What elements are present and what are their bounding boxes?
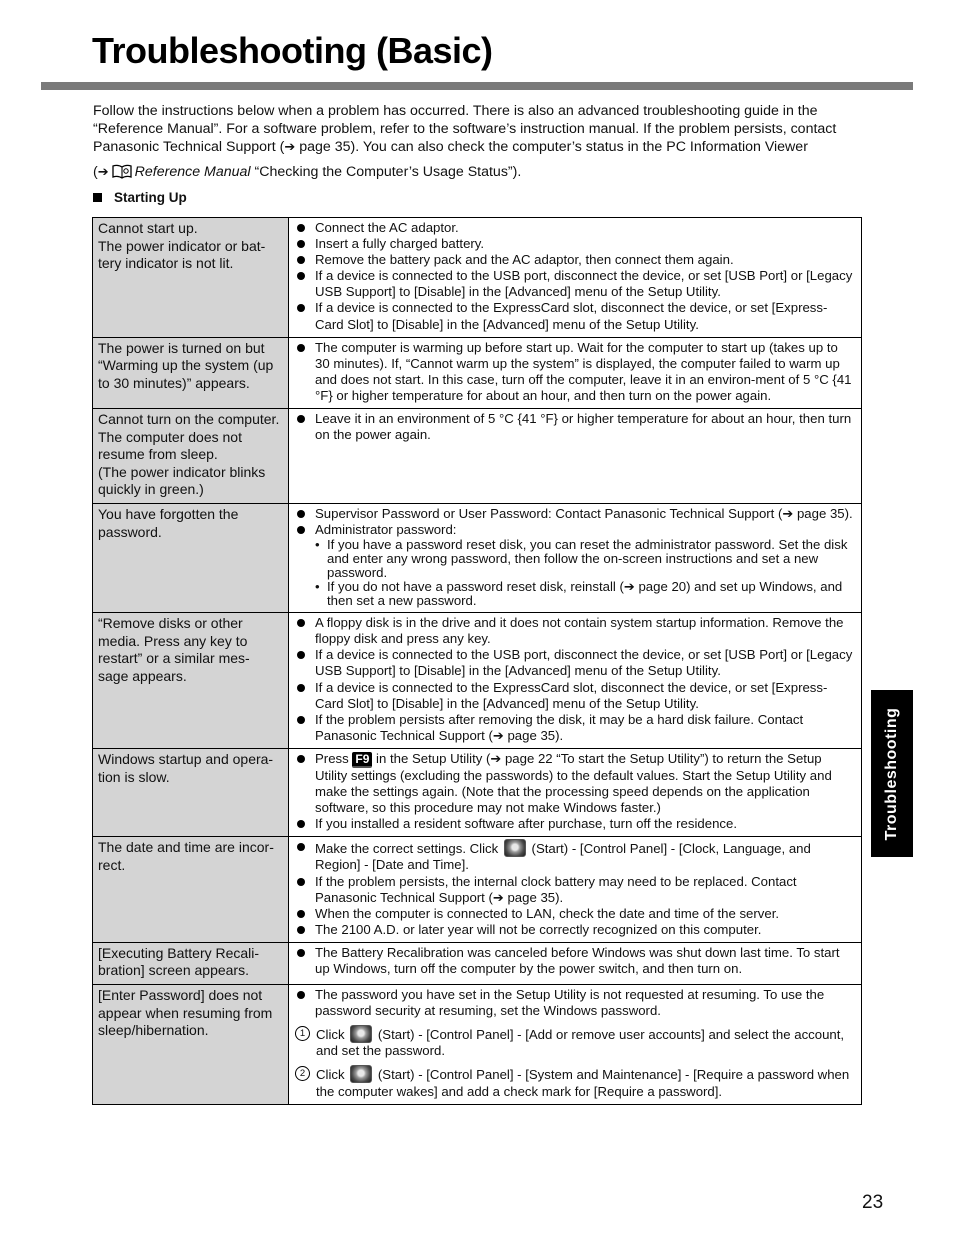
page-number: 23 [862, 1192, 884, 1213]
intro-p1-ref: page 35). You can also check the computer’s status in the PC Information Viewer [295, 139, 808, 155]
list-item: Insert a fully charged battery. [295, 236, 855, 252]
problem-line: sage appears. [98, 667, 187, 684]
item-text: page 35). [503, 727, 564, 743]
problem-line: “Warming up the system (up [98, 357, 274, 374]
table-row [93, 942, 862, 984]
problem-line: bration] screen appears. [98, 962, 249, 979]
list-item: If you installed a resident software after purchase, turn off the residence. [295, 816, 855, 832]
item-text: Make the correct settings. Click [315, 841, 502, 857]
list-item: If a device is connected to the USB port, disconnect the device, or set [USB Port] or [Legacy USB Support] to [Disable] in the [Advanced] menu of the Setup Utility. [295, 268, 855, 300]
item-text: (Start) - [Control Panel] - [Add or remove user accounts] and select the account, and set the password. [316, 1027, 845, 1059]
side-tab [871, 690, 913, 857]
solution-cell [289, 409, 862, 504]
problem-line: [Executing Battery Recali- [98, 944, 260, 961]
problem-line: Windows startup and opera- [98, 750, 274, 767]
item-text: (Start) - [Control Panel] - [Clock, Language, and Region] - [Date and Time]. [315, 841, 811, 873]
troubleshooting-table [92, 217, 862, 1105]
solution-cell [289, 985, 862, 1105]
section-heading [93, 190, 187, 205]
arrow-right-icon: ➔ [284, 139, 296, 154]
table-row [93, 613, 862, 749]
problem-line: The power indicator or bat- [98, 237, 266, 254]
problem-cell [93, 985, 289, 1105]
problem-line: “Remove disks or other [98, 615, 243, 632]
solution-cell [289, 337, 862, 408]
intro-text [93, 103, 873, 181]
list-item: The password you have set in the Setup Utility is not requested at resuming. To use the password security at resuming, set the Windows password. [295, 987, 855, 1019]
list-item [295, 506, 855, 522]
list-item: A floppy disk is in the drive and it does not contain system startup information. Remove the floppy disk and press any key. [295, 615, 855, 647]
problem-line: The computer does not [98, 428, 242, 445]
item-text: Administrator password: [315, 522, 457, 538]
problem-line: rect. [98, 856, 126, 873]
item-text: page 20) and set up Windows, and then set a new password. [327, 579, 843, 609]
step-item [295, 1025, 855, 1059]
list-item: If a device is connected to the ExpressCard slot, disconnect the device, or set [Express-Card Slot] to [Disable] in the [Advanced] menu of the Setup Utility. [295, 680, 855, 712]
problem-line: quickly in green.) [98, 481, 204, 498]
list-item: Leave it in an environment of 5 °C {41 °F} or higher temperature for about an hour, then turn on the power again. [295, 411, 855, 443]
intro-reference [93, 163, 873, 182]
item-text: If the problem persists, the internal clock battery may need to be replaced. Contact Panasonic Technical Support ( [315, 873, 797, 905]
list-item [295, 751, 855, 816]
item-text: If the problem persists after removing the disk, it may be a hard disk failure. Contact Panasonic Technical Support ( [315, 711, 804, 743]
list-item [295, 522, 855, 608]
problem-line: resume from sleep. [98, 446, 218, 463]
problem-cell [93, 218, 289, 338]
problem-cell [93, 748, 289, 836]
item-text: page 35). [793, 506, 853, 521]
windows-start-icon [350, 1025, 372, 1043]
problem-line: media. Press any key to [98, 632, 248, 649]
solution-cell [289, 504, 862, 613]
table-row [93, 504, 862, 613]
problem-line: tery indicator is not lit. [98, 255, 234, 272]
list-item: Connect the AC adaptor. [295, 220, 855, 236]
table-row [93, 218, 862, 338]
page-title: Troubleshooting (Basic) [92, 30, 493, 71]
intro-paragraph [93, 103, 873, 157]
item-text: If you do not have a password reset disk, reinstall ( [327, 579, 624, 595]
list-item: The computer is warming up before start up. Wait for the computer to start up (takes up to 30 minutes). If, “Cannot warm up the system” is displayed, the computer failed to warm up and does not start. In this case, turn off the computer, leave it in an environ-ment of 5 °C {41 °F} or higher temperature for about an hour, and then turn on the power again. [295, 340, 855, 404]
problem-line: tion is slow. [98, 768, 170, 785]
intro-p1: Follow the instructions below when a problem has occurred. There is also an advanced troubleshooting guide in the “Reference Manual”. For a software problem, refer to the software’s instruction manual. If the problem persists, contact Panasonic Technical Support ( [93, 103, 837, 155]
reference-manual-icon [112, 164, 132, 179]
section-label: Starting Up [114, 190, 187, 205]
title-rule [41, 82, 913, 90]
item-text: (Start) - [Control Panel] - [System and Maintenance] - [Require a password when the computer wakes] and add a check mark for [Require a password]. [316, 1067, 850, 1099]
item-text: in the Setup Utility ( [372, 750, 491, 766]
problem-cell [93, 613, 289, 749]
list-item: Remove the battery pack and the AC adaptor, then connect them again. [295, 252, 855, 268]
problem-line: password. [98, 523, 162, 540]
list-item: The Battery Recalibration was canceled before Windows was shut down last time. To start up Windows, turn off the computer by the power switch, and then turn on. [295, 945, 855, 977]
problem-line: restart” or a similar mes- [98, 650, 250, 667]
problem-line: sleep/hibernation. [98, 1022, 209, 1039]
item-text: page 35). [503, 889, 564, 905]
table-row [93, 985, 862, 1105]
problem-cell [93, 504, 289, 613]
step-number: 1 [295, 1026, 310, 1041]
item-text: Press [315, 750, 353, 766]
problem-cell [93, 837, 289, 943]
ref-rest: “Checking the Computer’s Usage Status”). [250, 163, 522, 180]
list-item [295, 712, 855, 744]
table-row [93, 837, 862, 943]
problem-line: The date and time are incor- [98, 839, 274, 856]
problem-line: Cannot turn on the computer. [98, 411, 280, 428]
problem-line: The power is turned on but [98, 339, 265, 356]
solution-cell [289, 748, 862, 836]
ref-manual-title: Reference Manual [134, 163, 251, 180]
item-text: page 22 “To start the Setup Utility”) to return the Setup Utility settings (excluding the passwords) to the default values. Start the Setup Utility and make the settings again. (Note that the processing speed depends on the application software, so this procedure may not make Windows faster.) [315, 750, 832, 816]
ref-open: ( [93, 163, 98, 180]
table-row [93, 748, 862, 836]
item-text: Supervisor Password or User Password: Contact Panasonic Technical Support ( [315, 506, 783, 521]
solution-cell [289, 613, 862, 749]
step-number: 2 [295, 1066, 310, 1081]
solution-cell [289, 942, 862, 984]
f9-key-icon: F9 [352, 752, 372, 768]
arrow-right-icon: ➔ [492, 727, 504, 743]
solution-cell [289, 218, 862, 338]
list-item: If a device is connected to the ExpressCard slot, disconnect the device, or set [Express-Card Slot] to [Disable] in the [Advanced] menu of the Setup Utility. [295, 300, 855, 332]
problem-cell [93, 337, 289, 408]
list-item: If a device is connected to the USB port, disconnect the device, or set [USB Port] or [Legacy USB Support] to [Disable] in the [Advanced] menu of the Setup Utility. [295, 647, 855, 679]
problem-line: Cannot start up. [98, 220, 198, 236]
problem-line: [Enter Password] does not [98, 987, 263, 1004]
item-text: Click [316, 1027, 349, 1043]
list-item [295, 874, 855, 906]
problem-line: appear when resuming from [98, 1004, 273, 1021]
square-bullet-icon [93, 193, 102, 202]
arrow-right-icon: ➔ [97, 163, 109, 179]
problem-line: to 30 minutes)” appears. [98, 374, 250, 391]
sub-list-item: • If you have a password reset disk, you can reset the administrator password. Set the disk and enter any wrong password, then follow the on-screen instructions and set a new password. [315, 538, 855, 580]
list-item: When the computer is connected to LAN, check the date and time of the server. [295, 906, 855, 922]
table-row [93, 337, 862, 408]
arrow-right-icon: ➔ [623, 579, 635, 595]
table-row [93, 409, 862, 504]
arrow-right-icon: ➔ [490, 750, 502, 766]
windows-start-icon [504, 839, 526, 857]
problem-line: You have forgotten the [98, 506, 239, 522]
windows-start-icon [350, 1065, 372, 1083]
list-item: The 2100 A.D. or later year will not be correctly recognized on this computer. [295, 922, 855, 938]
sub-list-item [315, 580, 855, 608]
arrow-right-icon: ➔ [492, 889, 504, 905]
solution-cell [289, 837, 862, 943]
step-item [295, 1065, 855, 1099]
problem-cell [93, 942, 289, 984]
problem-line: (The power indicator blinks [98, 463, 266, 480]
problem-cell [93, 409, 289, 504]
item-text: Click [316, 1067, 349, 1083]
arrow-right-icon: ➔ [782, 506, 794, 521]
side-tab-label: Troubleshooting [883, 707, 900, 840]
list-item [295, 839, 855, 873]
